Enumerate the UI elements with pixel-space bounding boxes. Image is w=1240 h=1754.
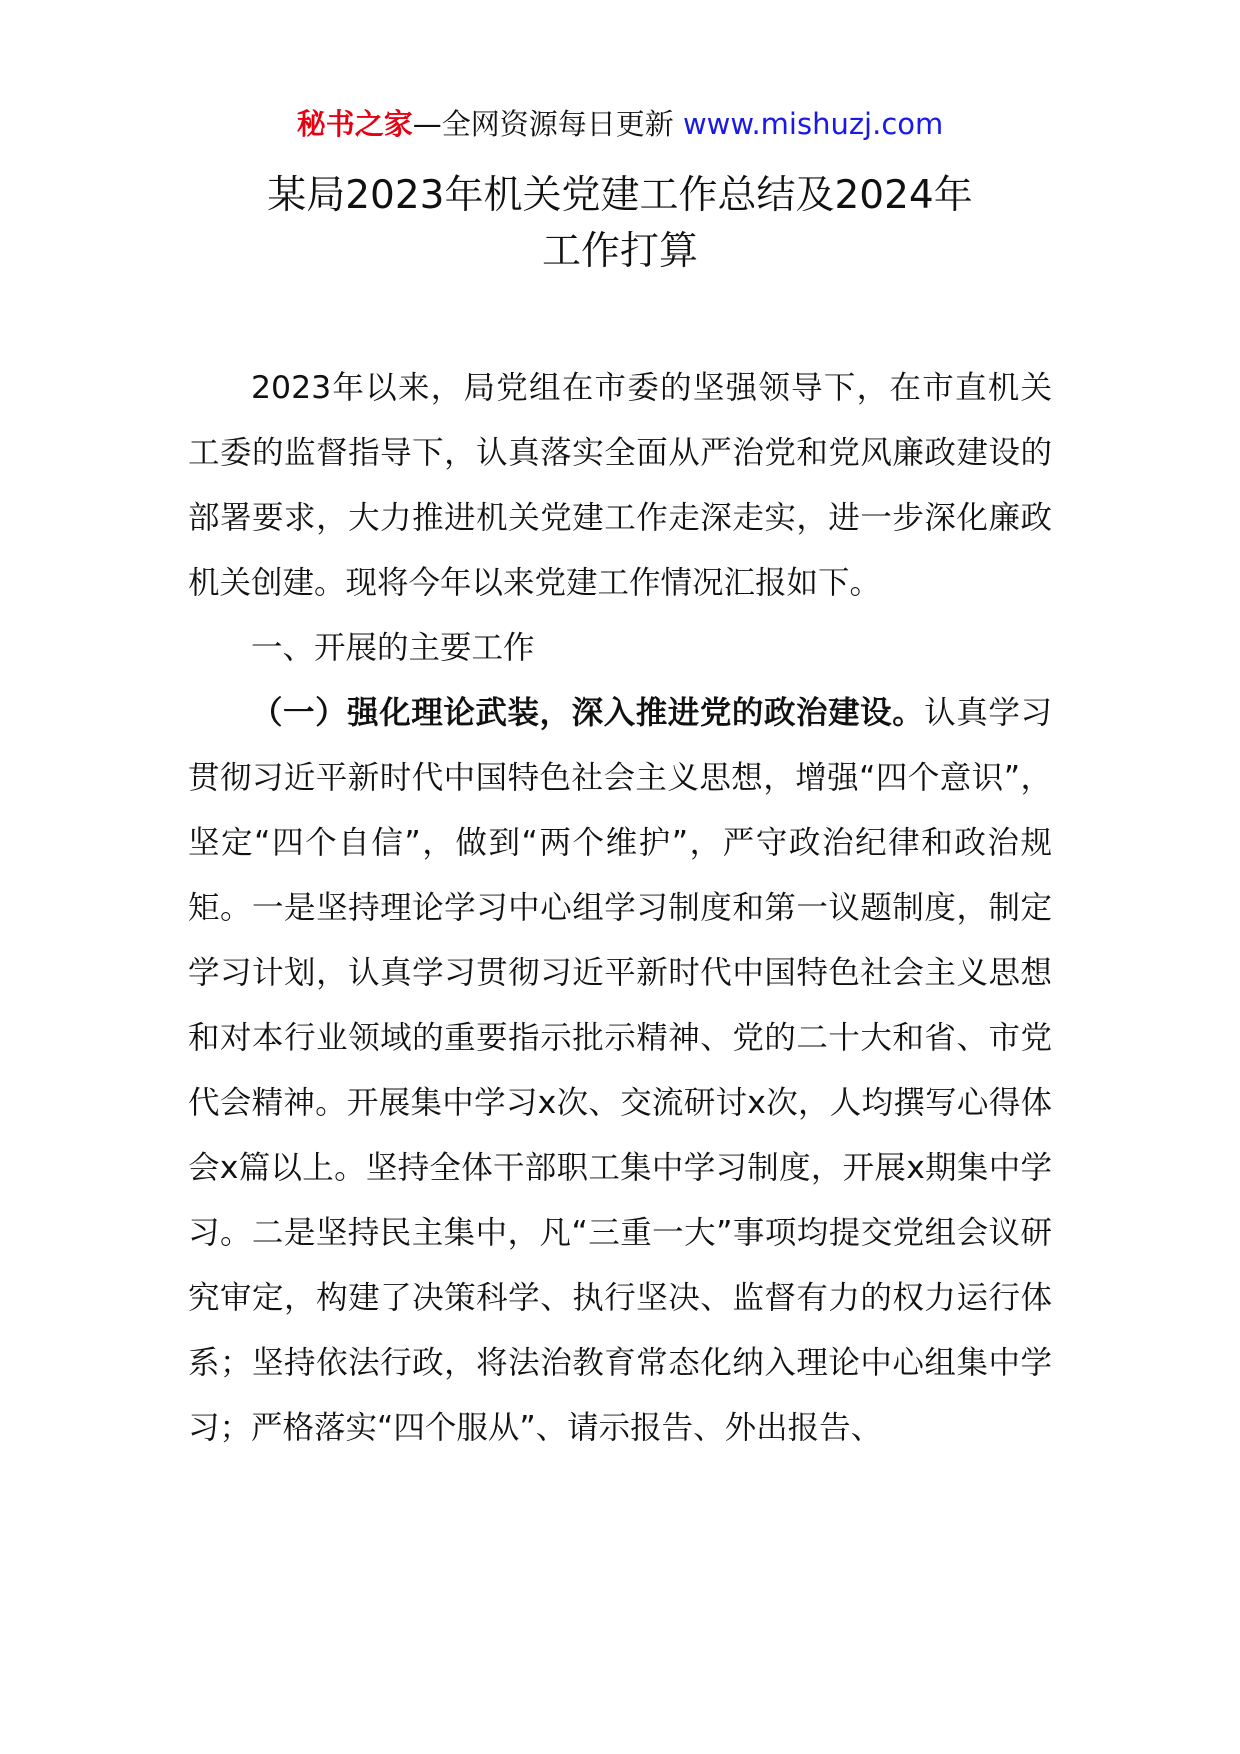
section-heading: 一、开展的主要工作 [251, 630, 535, 666]
intro-paragraph: 2023年以来，局党组在市委的坚强领导下，在市直机关工委的监督指导下，认真落实全面从严治党和党风廉政建设的部署要求，大力推进机关党建工作走深走实，进一步深化廉政机关创建。现将今年以来党建工作情况汇报如下。 [188, 370, 1052, 601]
subsection-paragraph [188, 681, 1052, 1461]
title-line-1: 某局2023年机关党建工作总结及2024年 [267, 173, 973, 218]
site-url-link[interactable]: www.mishuzj.com [682, 107, 944, 141]
header-tagline: —全网资源每日更新 [412, 107, 674, 141]
title-line-2: 工作打算 [541, 229, 698, 274]
document-title [0, 168, 1240, 280]
document-body [188, 356, 1052, 1461]
brand-name: 秘书之家 [296, 107, 413, 141]
subsection-heading: （一）强化理论武装，深入推进党的政治建设。 [251, 695, 925, 731]
site-header [0, 104, 1240, 144]
subsection-body: 认真学习贯彻习近平新时代中国特色社会主义思想，增强“四个意识”，坚定“四个自信”，做到“两个维护”，严守政治纪律和政治规矩。一是坚持理论学习中心组学习制度和第一议题制度，制定学习计划，认真学习贯彻习近平新时代中国特色社会主义思想和对本行业领域的重要指示批示精神、党的二十大和省、市党代会精神。开展集中学习x次、交流研讨x次，人均撰写心得体会x篇以上。坚持全体干部职工集中学习制度，开展x期集中学习。二是坚持民主集中，凡“三重一大”事项均提交党组会议研究审定，构建了决策科学、执行坚决、监督有力的权力运行体系；坚持依法行政，将法治教育常态化纳入理论中心组集中学习；严格落实“四个服从”、请示报告、外出报告、 [188, 695, 1052, 1446]
